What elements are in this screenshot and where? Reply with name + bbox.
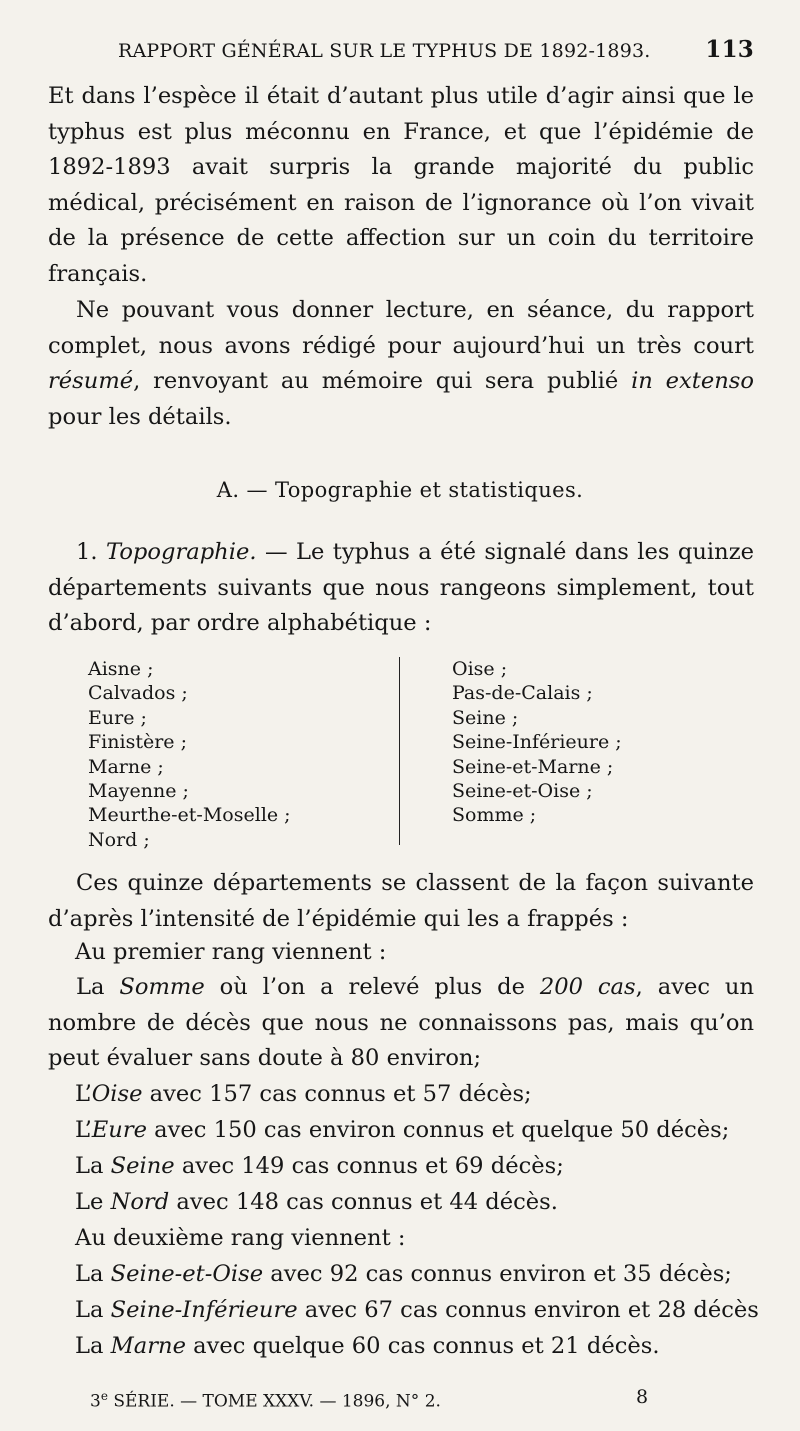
entry-text: avec 67 cas connus environ et 28 décès: [297, 1297, 759, 1323]
para-emphasis: in extenso: [631, 368, 754, 395]
department-list-left: [88, 657, 291, 852]
page-number: 113: [705, 36, 754, 63]
entry-text: La: [75, 1297, 111, 1323]
entry-seine-inferieure: [75, 1297, 759, 1323]
paragraph-intro: Et dans l’espèce il était d’autant plus utile d’agir ainsi que le typhus est plus méconnu en France, et que l’épidémie de 1892-1893 avait surpris la grande majorité du public médical, précisément en raison de l’ignorance où l’on vivait de la présence de cette affection sur un coin du territoire français.: [48, 83, 754, 287]
department-item: Mayenne ;: [88, 780, 189, 803]
entry-text: L’: [75, 1117, 92, 1143]
para-text: , renvoyant au mémoire qui sera publié: [133, 368, 632, 395]
department-name: Oise: [91, 1081, 143, 1107]
department-item: Oise ;: [452, 658, 508, 680]
paragraph-resume: [48, 293, 754, 435]
department-item: Pas-de-Calais ;: [452, 682, 593, 705]
department-item: Seine-Inférieure ;: [452, 731, 622, 754]
entry-text: où l’on a relevé plus de: [204, 974, 540, 1000]
para-text: 1.: [76, 539, 106, 565]
entry-text: Le: [75, 1189, 111, 1215]
department-item: Meurthe-et-Moselle ;: [88, 804, 291, 827]
entry-eure: [75, 1117, 729, 1143]
section-heading: A. — Topographie et statistiques.: [216, 478, 584, 502]
entry-seine-et-oise: [75, 1261, 732, 1287]
entry-text: avec 92 cas connus environ et 35 décès;: [263, 1261, 732, 1287]
signature-mark: 8: [636, 1386, 649, 1408]
column-divider: [399, 657, 400, 845]
entry-nord: [75, 1189, 558, 1215]
entry-text: avec 148 cas connus et 44 décès.: [169, 1189, 558, 1215]
entry-somme: [48, 970, 754, 1077]
department-item: Seine-et-Marne ;: [452, 755, 614, 778]
topographie-title: Topographie.: [106, 539, 257, 565]
department-item: Aisne ;: [88, 658, 154, 680]
para-text: pour les détails.: [48, 403, 232, 430]
series-text: SÉRIE. — TOME XXXV. — 1896, N° 2.: [107, 1391, 441, 1412]
para-text: — Le typhus a été signalé dans les quinze départements suivants que nous rangeons simplement, tout d’abord, par ordre alphabétique :: [48, 539, 754, 637]
paragraph-classification: Ces quinze départements se classent de la façon suivante d’après l’intensité de l’épidémie qui les a frappés :: [48, 870, 754, 932]
department-item: Somme ;: [452, 804, 537, 827]
second-rank-heading: Au deuxième rang viennent :: [75, 1225, 406, 1251]
department-name: Eure: [91, 1117, 147, 1143]
department-name: Seine: [110, 1153, 175, 1179]
department-name: Marne: [110, 1333, 186, 1359]
department-name: Seine-et-Oise: [110, 1261, 264, 1287]
department-name: Somme: [119, 974, 205, 1000]
department-item: Calvados ;: [88, 682, 188, 705]
para-text: Ne pouvant vous donner lecture, en séance, du rapport complet, nous avons rédigé pour aujourd’hui un très court: [48, 297, 754, 359]
entry-oise: [75, 1081, 532, 1107]
series-superscript: e: [100, 1389, 108, 1403]
first-rank-heading: Au premier rang viennent :: [75, 939, 387, 965]
department-item: Seine ;: [452, 706, 519, 729]
entry-seine: [75, 1153, 564, 1179]
para-emphasis: résumé: [48, 368, 134, 395]
case-count: 200 cas: [539, 974, 636, 1000]
department-item: Seine-et-Oise ;: [452, 780, 593, 803]
department-item: Nord ;: [88, 828, 150, 851]
entry-text: La: [76, 974, 120, 1000]
entry-text: La: [75, 1153, 111, 1179]
department-item: Eure ;: [88, 706, 147, 729]
department-name: Nord: [110, 1189, 170, 1215]
entry-text: avec 157 cas connus et 57 décès;: [142, 1081, 532, 1107]
department-list-right: [452, 657, 622, 828]
entry-text: avec 149 cas connus et 69 décès;: [174, 1153, 564, 1179]
entry-text: La: [75, 1261, 111, 1287]
department-item: Marne ;: [88, 755, 164, 778]
footer-series: [90, 1389, 441, 1412]
entry-text: L’: [75, 1081, 92, 1107]
paragraph-topographie: [48, 535, 754, 642]
entry-text: avec 150 cas environ connus et quelque 50 décès;: [147, 1117, 730, 1143]
department-name: Seine-Inférieure: [110, 1297, 298, 1323]
department-item: Finistère ;: [88, 731, 187, 754]
entry-text: avec quelque 60 cas connus et 21 décès.: [185, 1333, 660, 1359]
entry-text: La: [75, 1333, 111, 1359]
entry-marne: [75, 1333, 660, 1359]
series-number: 3: [90, 1391, 101, 1412]
entry-text: , avec un nombre de décès que nous ne connaissons pas, mais qu’on peut évaluer sans doute à 80 environ;: [48, 974, 754, 1072]
running-title: RAPPORT GÉNÉRAL SUR LE TYPHUS DE 1892-1893.: [118, 40, 651, 62]
